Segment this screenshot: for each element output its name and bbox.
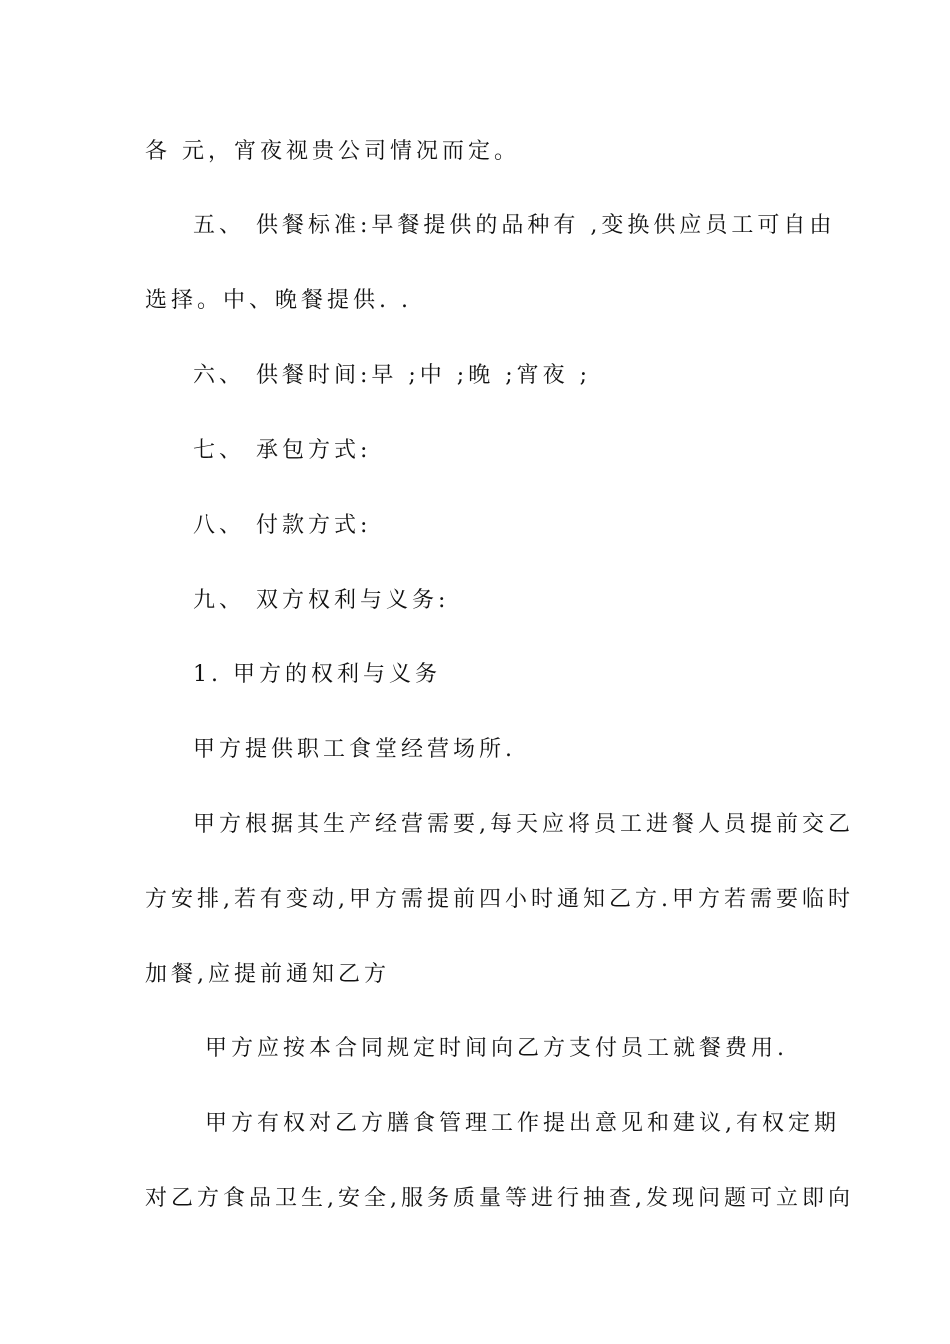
paragraph-line: 甲方根据其生产经营需要,每天应将员工进餐人员提前交乙 bbox=[193, 812, 854, 837]
paragraph-line: 方安排,若有变动,甲方需提前四小时通知乙方.甲方若需要临时 bbox=[145, 887, 854, 912]
paragraph-line: 甲方应按本合同规定时间向乙方支付员工就餐费用. bbox=[205, 1036, 788, 1061]
section-6-heading: 六、 供餐时间:早 ;中 ;晚 ;宵夜 ; bbox=[193, 363, 592, 388]
section-9-heading: 九、 双方权利与义务: bbox=[193, 588, 450, 613]
paragraph-line: 对乙方食品卫生,安全,服务质量等进行抽查,发现问题可立即向 bbox=[145, 1186, 854, 1211]
section-5-heading: 五、 供餐标准:早餐提供的品种有 ,变换供应员工可自由 bbox=[193, 213, 836, 238]
subsection-1-heading: 1. 甲方的权利与义务 bbox=[193, 662, 441, 687]
section-8-heading: 八、 付款方式: bbox=[193, 513, 372, 538]
text-line: 各 元，宵夜视贵公司情况而定。 bbox=[145, 139, 520, 164]
paragraph-line: 甲方提供职工食堂经营场所. bbox=[193, 737, 516, 762]
paragraph-line: 甲方有权对乙方膳食管理工作提出意见和建议,有权定期 bbox=[205, 1111, 840, 1136]
text-line: 选择。中、晚餐提供. . bbox=[145, 288, 412, 313]
paragraph-line: 加餐,应提前通知乙方 bbox=[145, 962, 390, 987]
section-7-heading: 七、 承包方式: bbox=[193, 438, 372, 463]
